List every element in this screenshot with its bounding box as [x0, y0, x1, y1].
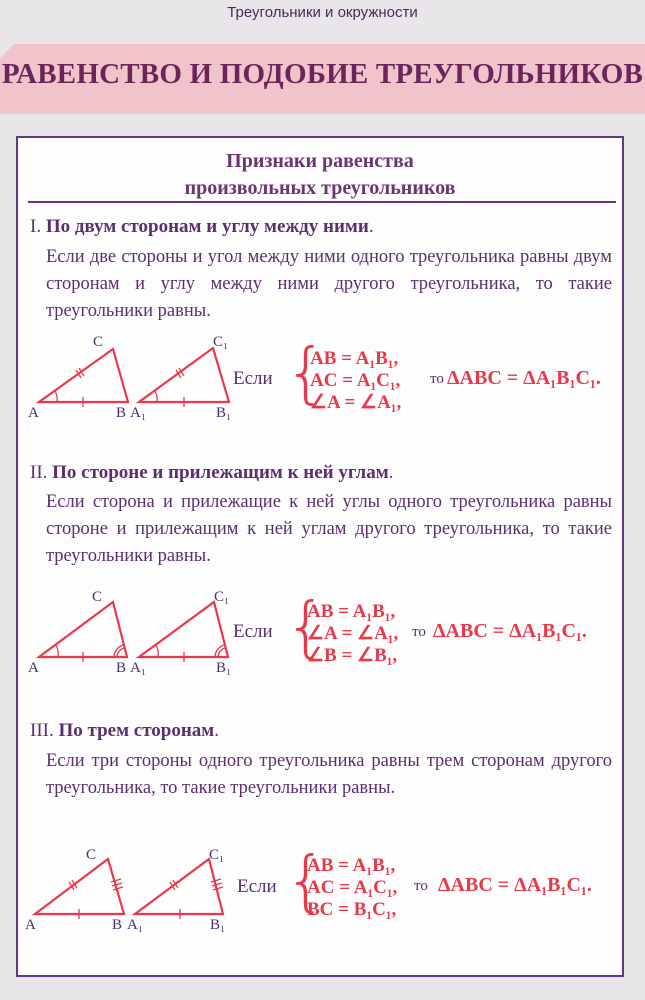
- vertex-label-a1: A₁: [130, 405, 147, 421]
- then-label: то: [412, 624, 426, 640]
- conclusion: ΔABC = ΔA₁B₁C₁.: [438, 874, 592, 896]
- criterion-numeral: II.: [30, 462, 48, 483]
- criterion-title: По трем сторонам: [58, 720, 215, 741]
- condition: AB = A₁B₁,: [307, 855, 396, 876]
- criterion-numeral: III.: [30, 720, 54, 741]
- condition: AC = A₁C₁,: [310, 370, 401, 391]
- section-title-line-2: произвольных треугольников: [184, 177, 456, 199]
- running-head: Треугольники и окружности: [227, 4, 418, 21]
- vertex-label-b: B: [116, 405, 127, 421]
- conclusion: ΔABC = ΔA₁B₁C₁.: [433, 620, 587, 642]
- vertex-label-c1: C₁: [209, 847, 225, 863]
- vertex-label-a: A: [28, 405, 39, 421]
- vertex-label-a1: A₁: [127, 917, 144, 933]
- criterion-title: По двум сторонам и углу между ними: [45, 216, 369, 237]
- vertex-label-b1: B₁: [210, 917, 226, 933]
- condition: AB = A₁B₁,: [307, 601, 396, 622]
- vertex-label-a: A: [25, 917, 36, 933]
- criterion-numeral: I.: [30, 216, 42, 237]
- system-brace: {: [285, 588, 327, 665]
- page-title: РАВЕНСТВО И ПОДОБИЕ ТРЕУГОЛЬНИКОВ: [1, 58, 644, 90]
- vertex-label-c1: C₁: [214, 589, 230, 605]
- system-brace: {: [285, 334, 327, 411]
- vertex-label-c1: C₁: [213, 334, 229, 350]
- system-brace: {: [285, 842, 327, 919]
- conclusion: ΔABC = ΔA₁B₁C₁.: [447, 367, 601, 389]
- condition: AC = A₁C₁,: [307, 877, 398, 898]
- vertex-label-a1: A₁: [130, 660, 147, 676]
- then-label: то: [414, 878, 428, 894]
- vertex-label-b1: B₁: [216, 405, 232, 421]
- criterion-2-text: Если сторона и прилежащие к ней углы одного треугольника равны стороне и прилежащим к ней углам другого треугольника, то такие треугольники равны.: [46, 492, 612, 566]
- condition: BC = B₁C₁,: [307, 899, 397, 920]
- if-label: Если: [237, 876, 277, 897]
- then-label: то: [430, 371, 444, 387]
- criterion-3-heading: III. По трем сторонам.: [30, 720, 219, 741]
- vertex-label-a: A: [28, 660, 39, 676]
- criterion-2-heading: II. По стороне и прилежащим к ней углам.: [30, 462, 394, 483]
- vertex-label-c: C: [86, 847, 97, 863]
- criterion-1-heading: I. По двум сторонам и углу между ними.: [30, 216, 374, 237]
- condition: ∠B = ∠B₁,: [307, 645, 398, 666]
- vertex-label-b: B: [112, 917, 123, 933]
- condition: ∠A = ∠A₁,: [307, 623, 399, 644]
- criterion-title: По стороне и прилежащим к ней углам: [52, 462, 389, 483]
- conditions-list: [307, 855, 397, 921]
- criterion-3-text: Если три стороны одного треугольника равны трем сторонам другого треугольника, то такие треугольники равны.: [46, 751, 612, 798]
- vertex-label-c: C: [93, 334, 104, 350]
- criterion-1-text: Если две стороны и угол между ними одного треугольника равны двум сторонам и углу между ними другого треугольника, то такие треугольники равны.: [46, 247, 612, 321]
- vertex-label-b: B: [116, 660, 127, 676]
- if-label: Если: [233, 368, 273, 389]
- if-label: Если: [233, 621, 273, 642]
- vertex-label-c: C: [92, 589, 103, 605]
- section-title-line-1: Признаки равенства: [226, 150, 414, 172]
- vertex-label-b1: B₁: [216, 660, 232, 676]
- condition: ∠A = ∠A₁,: [310, 392, 402, 413]
- condition: AB = A₁B₁,: [310, 348, 399, 369]
